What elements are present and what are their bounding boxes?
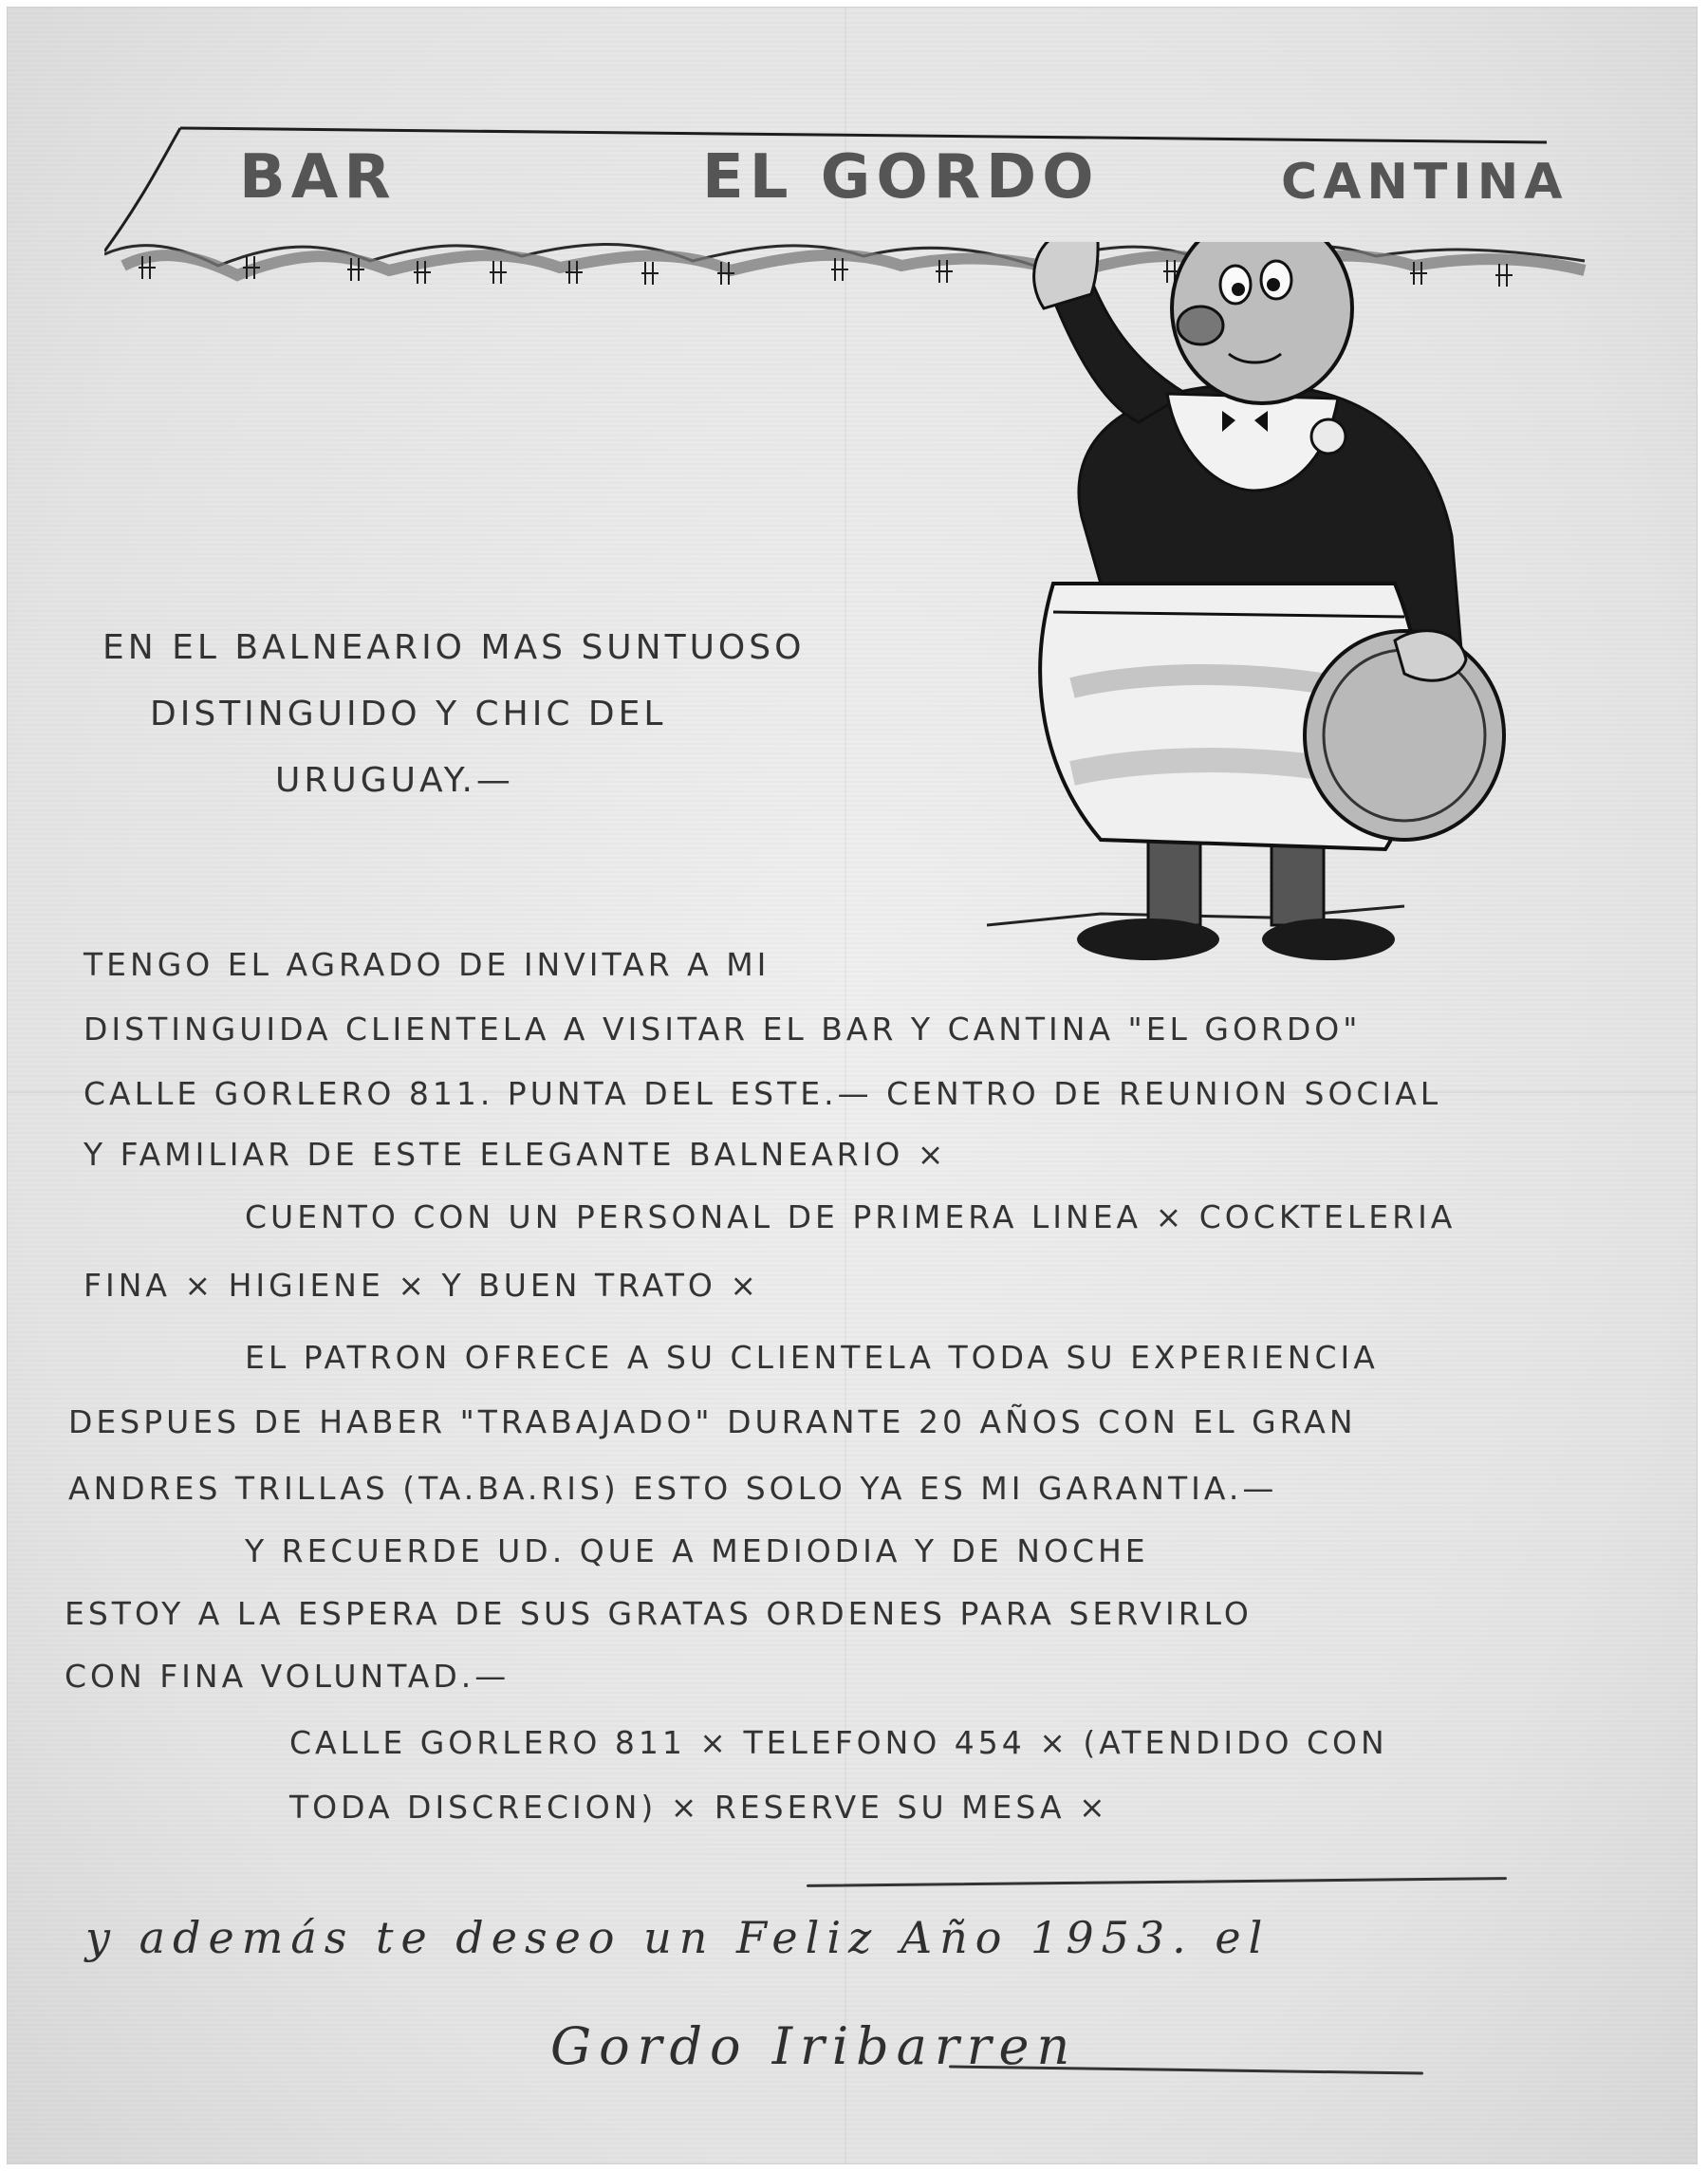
body-line-6: FINA × HIGIENE × Y BUEN TRATO × bbox=[84, 1267, 760, 1304]
body-line-4: Y FAMILIAR DE ESTE ELEGANTE BALNEARIO × bbox=[84, 1136, 948, 1173]
intro-line-1: EN EL BALNEARIO MAS SUNTUOSO bbox=[102, 628, 806, 667]
body-line-1: TENGO EL AGRADO DE INVITAR A MI bbox=[84, 946, 770, 983]
body-line-14: TODA DISCRECION) × RESERVE SU MESA × bbox=[289, 1789, 1109, 1826]
body-line-2: DISTINGUIDA CLIENTELA A VISITAR EL BAR Y CANTINA "EL GORDO" bbox=[84, 1011, 1362, 1048]
waiter-cartoon-illustration bbox=[987, 242, 1518, 1001]
body-line-13: CALLE GORLERO 811 × TELEFONO 454 × (ATENDIDO CON bbox=[289, 1724, 1388, 1761]
body-line-8: DESPUES DE HABER "TRABAJADO" DURANTE 20 AÑOS CON EL GRAN bbox=[68, 1403, 1357, 1440]
closing-greeting: y además te deseo un Feliz Año 1953. el bbox=[85, 1912, 1271, 1963]
header-bar-word: BAR bbox=[239, 142, 397, 213]
signature: Gordo Iribarren bbox=[550, 2016, 1078, 2076]
body-line-10: Y RECUERDE UD. QUE A MEDIODIA Y DE NOCHE bbox=[245, 1532, 1149, 1569]
header-cantina-word: CANTINA bbox=[1281, 154, 1569, 211]
body-line-12: CON FINA VOLUNTAD.— bbox=[65, 1658, 511, 1695]
body-line-7: EL PATRON OFRECE A SU CLIENTELA TODA SU EXPERIENCIA bbox=[245, 1339, 1379, 1376]
header-gordo-word: EL GORDO bbox=[702, 142, 1100, 213]
body-line-9: ANDRES TRILLAS (TA.BA.RIS) ESTO SOLO YA ES MI GARANTIA.— bbox=[68, 1470, 1278, 1507]
body-line-3: CALLE GORLERO 811. PUNTA DEL ESTE.— CENTRO DE REUNION SOCIAL bbox=[84, 1075, 1442, 1112]
intro-line-3: URUGUAY.— bbox=[275, 761, 514, 800]
body-line-5: CUENTO CON UN PERSONAL DE PRIMERA LINEA × COCKTELERIA bbox=[245, 1198, 1457, 1235]
body-line-11: ESTOY A LA ESPERA DE SUS GRATAS ORDENES PARA SERVIRLO bbox=[65, 1595, 1253, 1632]
intro-line-2: DISTINGUIDO Y CHIC DEL bbox=[150, 695, 667, 733]
